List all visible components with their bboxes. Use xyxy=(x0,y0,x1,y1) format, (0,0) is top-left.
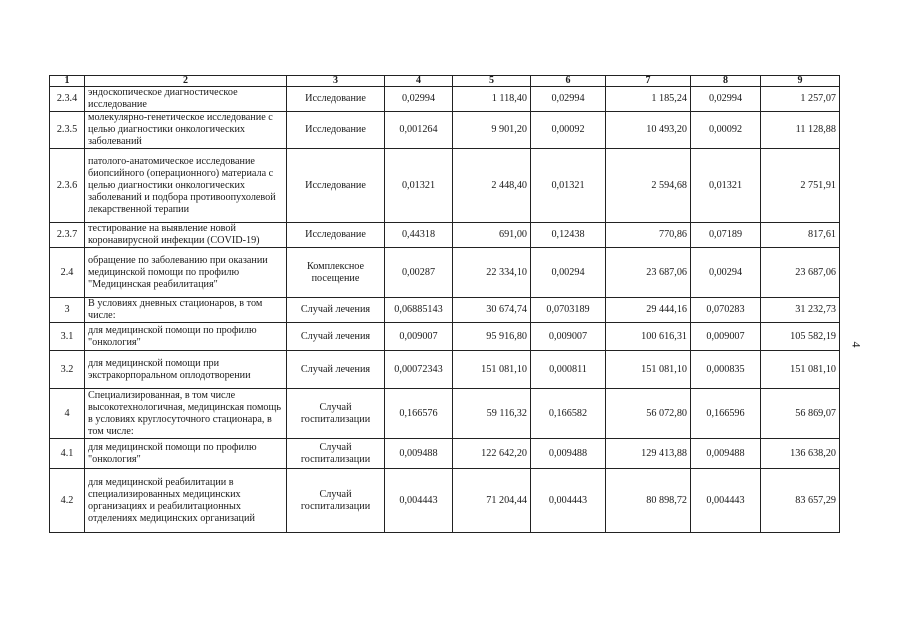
col8-value: 0,00294 xyxy=(691,248,761,298)
col5-value: 59 116,32 xyxy=(453,389,531,439)
table-row xyxy=(50,469,840,533)
col5-value: 22 334,10 xyxy=(453,248,531,298)
col9-value: 2 751,91 xyxy=(761,149,840,223)
header-row xyxy=(50,76,840,87)
col4-value: 0,00287 xyxy=(385,248,453,298)
col7-value: 23 687,06 xyxy=(606,248,691,298)
row-description: патолого-анатомическое исследование биопсийного (операционного) материала с целью диагностики онкологических заболеваний и подбора противоопухолевой лекарственной терапии xyxy=(85,149,287,223)
row-number: 3 xyxy=(50,298,85,323)
col6-value: 0,166582 xyxy=(531,389,606,439)
col5-value: 151 081,10 xyxy=(453,351,531,389)
table-row xyxy=(50,389,840,439)
row-description: эндоскопическое диагностическое исследование xyxy=(85,87,287,112)
row-description: для медицинской реабилитации в специализированных медицинских организациях и реабилитационных отделениях медицинских организаций xyxy=(85,469,287,533)
col6-value: 0,000811 xyxy=(531,351,606,389)
col9-value: 23 687,06 xyxy=(761,248,840,298)
row-description: для медицинской помощи при экстракорпоральном оплодотворении xyxy=(85,351,287,389)
column-header-8: 8 xyxy=(691,76,761,87)
col4-value: 0,009488 xyxy=(385,439,453,469)
col7-value: 80 898,72 xyxy=(606,469,691,533)
col4-value: 0,166576 xyxy=(385,389,453,439)
unit-of-measure: Случай госпитализации xyxy=(287,389,385,439)
col5-value: 1 118,40 xyxy=(453,87,531,112)
table-row xyxy=(50,149,840,223)
col9-value: 105 582,19 xyxy=(761,323,840,351)
column-header-7: 7 xyxy=(606,76,691,87)
col7-value: 129 413,88 xyxy=(606,439,691,469)
unit-of-measure: Случай лечения xyxy=(287,351,385,389)
row-number: 2.3.4 xyxy=(50,87,85,112)
row-number: 2.3.5 xyxy=(50,112,85,149)
col4-value: 0,02994 xyxy=(385,87,453,112)
col9-value: 56 869,07 xyxy=(761,389,840,439)
col6-value: 0,004443 xyxy=(531,469,606,533)
col8-value: 0,009007 xyxy=(691,323,761,351)
table-row xyxy=(50,112,840,149)
col9-value: 817,61 xyxy=(761,223,840,248)
row-description: обращение по заболеванию при оказании медицинской помощи по профилю "Медицинская реабилитация" xyxy=(85,248,287,298)
col8-value: 0,00092 xyxy=(691,112,761,149)
row-number: 4.1 xyxy=(50,439,85,469)
unit-of-measure: Исследование xyxy=(287,87,385,112)
col8-value: 0,02994 xyxy=(691,87,761,112)
column-header-9: 9 xyxy=(761,76,840,87)
col8-value: 0,009488 xyxy=(691,439,761,469)
col4-value: 0,001264 xyxy=(385,112,453,149)
col4-value: 0,00072343 xyxy=(385,351,453,389)
col8-value: 0,070283 xyxy=(691,298,761,323)
row-number: 2.3.7 xyxy=(50,223,85,248)
tariff-table xyxy=(49,75,840,533)
col7-value: 151 081,10 xyxy=(606,351,691,389)
unit-of-measure: Случай госпитализации xyxy=(287,469,385,533)
col9-value: 151 081,10 xyxy=(761,351,840,389)
row-number: 3.1 xyxy=(50,323,85,351)
col5-value: 95 916,80 xyxy=(453,323,531,351)
row-number: 2.3.6 xyxy=(50,149,85,223)
col5-value: 30 674,74 xyxy=(453,298,531,323)
col8-value: 0,166596 xyxy=(691,389,761,439)
col4-value: 0,01321 xyxy=(385,149,453,223)
col7-value: 56 072,80 xyxy=(606,389,691,439)
column-header-2: 2 xyxy=(85,76,287,87)
col6-value: 0,02994 xyxy=(531,87,606,112)
col4-value: 0,004443 xyxy=(385,469,453,533)
col5-value: 691,00 xyxy=(453,223,531,248)
table-row xyxy=(50,323,840,351)
table-row xyxy=(50,248,840,298)
col9-value: 83 657,29 xyxy=(761,469,840,533)
col5-value: 2 448,40 xyxy=(453,149,531,223)
col9-value: 11 128,88 xyxy=(761,112,840,149)
row-description: тестирование на выявление новой коронавирусной инфекции (COVID-19) xyxy=(85,223,287,248)
row-number: 4 xyxy=(50,389,85,439)
table-row xyxy=(50,298,840,323)
row-number: 3.2 xyxy=(50,351,85,389)
col6-value: 0,00092 xyxy=(531,112,606,149)
col9-value: 1 257,07 xyxy=(761,87,840,112)
row-description: Специализированная, в том числе высокотехнологичная, медицинская помощь в условиях круглосуточного стационара, в том числе: xyxy=(85,389,287,439)
col6-value: 0,00294 xyxy=(531,248,606,298)
col6-value: 0,009007 xyxy=(531,323,606,351)
table-row xyxy=(50,223,840,248)
col4-value: 0,44318 xyxy=(385,223,453,248)
unit-of-measure: Исследование xyxy=(287,149,385,223)
col5-value: 9 901,20 xyxy=(453,112,531,149)
col6-value: 0,009488 xyxy=(531,439,606,469)
page-number: 4 xyxy=(849,341,864,348)
col7-value: 1 185,24 xyxy=(606,87,691,112)
table-row xyxy=(50,351,840,389)
col4-value: 0,06885143 xyxy=(385,298,453,323)
unit-of-measure: Случай лечения xyxy=(287,298,385,323)
col7-value: 10 493,20 xyxy=(606,112,691,149)
unit-of-measure: Исследование xyxy=(287,112,385,149)
col8-value: 0,000835 xyxy=(691,351,761,389)
column-header-1: 1 xyxy=(50,76,85,87)
column-header-5: 5 xyxy=(453,76,531,87)
row-number: 2.4 xyxy=(50,248,85,298)
row-description: В условиях дневных стационаров, в том числе: xyxy=(85,298,287,323)
unit-of-measure: Случай госпитализации xyxy=(287,439,385,469)
col4-value: 0,009007 xyxy=(385,323,453,351)
table-body xyxy=(50,87,840,533)
column-header-4: 4 xyxy=(385,76,453,87)
table-row xyxy=(50,439,840,469)
col5-value: 71 204,44 xyxy=(453,469,531,533)
unit-of-measure: Исследование xyxy=(287,223,385,248)
col9-value: 136 638,20 xyxy=(761,439,840,469)
col6-value: 0,12438 xyxy=(531,223,606,248)
col8-value: 0,004443 xyxy=(691,469,761,533)
col6-value: 0,01321 xyxy=(531,149,606,223)
col8-value: 0,07189 xyxy=(691,223,761,248)
col9-value: 31 232,73 xyxy=(761,298,840,323)
unit-of-measure: Случай лечения xyxy=(287,323,385,351)
col7-value: 100 616,31 xyxy=(606,323,691,351)
row-description: для медицинской помощи по профилю "онкология" xyxy=(85,439,287,469)
col7-value: 770,86 xyxy=(606,223,691,248)
col7-value: 2 594,68 xyxy=(606,149,691,223)
col7-value: 29 444,16 xyxy=(606,298,691,323)
row-description: для медицинской помощи по профилю "онкология" xyxy=(85,323,287,351)
column-header-6: 6 xyxy=(531,76,606,87)
row-number: 4.2 xyxy=(50,469,85,533)
row-description: молекулярно-генетическое исследование с целью диагностики онкологических заболеваний xyxy=(85,112,287,149)
column-header-3: 3 xyxy=(287,76,385,87)
col8-value: 0,01321 xyxy=(691,149,761,223)
table-row xyxy=(50,87,840,112)
col5-value: 122 642,20 xyxy=(453,439,531,469)
col6-value: 0,0703189 xyxy=(531,298,606,323)
unit-of-measure: Комплексное посещение xyxy=(287,248,385,298)
